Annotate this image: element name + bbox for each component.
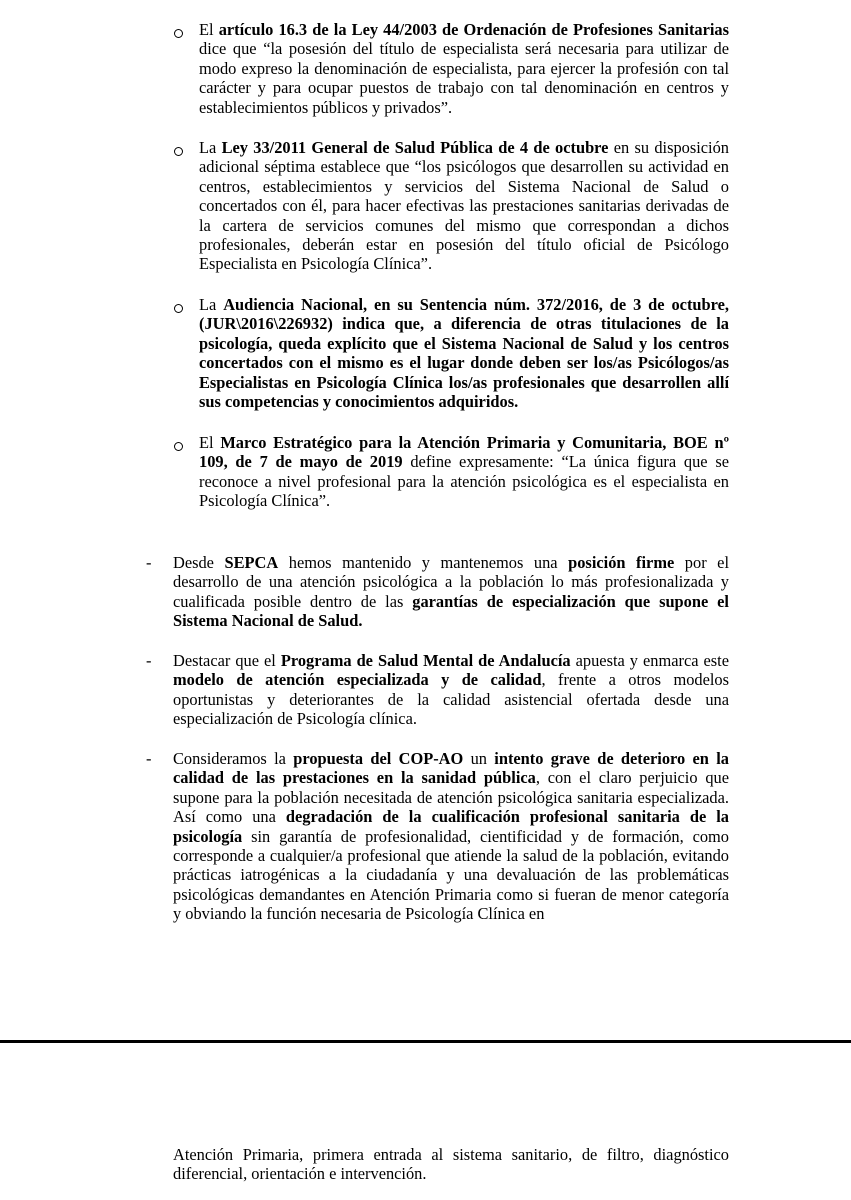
text-run: La [199, 295, 224, 314]
bold-text-run: modelo de atención especializada y de calidad [173, 670, 542, 690]
text-run: Destacar que el [173, 651, 281, 670]
main-item-programa-salud-mental [173, 651, 729, 729]
circle-bullet-icon [174, 304, 183, 313]
main-item-propuesta-cop-ao [173, 749, 729, 924]
text-run: Consideramos la [173, 749, 294, 768]
dash-bullet: - [146, 651, 152, 670]
dash-bullet: - [146, 553, 152, 572]
text-run: , frente a otros modelos oportunistas y deteriorantes de la calidad asistencial ofertada desde una especialización de Psicología clínica. [173, 670, 729, 729]
text-run: en su disposición adicional séptima establece que “los psicólogos que desarrollen su actividad en centros, establecimientos y servicios del Sistema Nacional de Salud o concertados con él, para hacer efectivas las prestaciones sanitarias derivadas de la cartera de servicios comunes del mismo que correspondan a dichos profesionales, deberán estar en posesión del título oficial de Psicólogo Especialista en Psicología Clínica”. [199, 138, 730, 274]
circle-bullet-icon [174, 29, 183, 38]
page-separator-line [0, 1040, 851, 1043]
text-run: El [199, 20, 219, 39]
bold-text-run: Audiencia Nacional, en su Sentencia núm. 372/2016, de 3 de octubre, (JUR\2016\226932) indica que, a diferencia de otras titulaciones de la psicología, queda explícito que el Sistema Nacional de Salud y los centros concertados con el mismo es el lugar donde deben ser los/as Psicólogos/as Especialistas en Psicología Clínica los/as profesionales que desarrollen allí sus competencias y conocimientos adquiridos. [199, 295, 729, 412]
circle-bullet-icon [174, 442, 183, 451]
bold-text-run: intento grave de deterioro en la calidad de las prestaciones en la sanidad pública [173, 749, 729, 788]
sub-item-ley-33-2011 [199, 138, 729, 274]
dash-bullet: - [146, 749, 152, 768]
main-item-sepca [173, 553, 729, 631]
text-run: apuesta y enmarca este [570, 651, 729, 670]
circle-bullet-icon [174, 147, 183, 156]
text-run: El [199, 433, 221, 452]
text-run: un [463, 749, 495, 768]
bold-text-run: Marco Estratégico para la Atención Primaria y Comunitaria, BOE nº 109, de 7 de mayo de 2019 [199, 433, 729, 472]
text-run: Desde [173, 553, 225, 572]
text-run: por el desarrollo de una atención psicológica a la población lo más profesionalizada y cualificada posible dentro de las [173, 553, 730, 611]
continuation-text: Atención Primaria, primera entrada al sistema sanitario, de filtro, diagnóstico diferencial, orientación e intervención. [173, 1145, 729, 1184]
bold-text-run: propuesta del COP-AO [293, 749, 464, 768]
sub-item-marco-estrategico [199, 433, 729, 511]
text-run: hemos mantenido y mantenemos una [278, 553, 569, 572]
bold-text-run: garantías de especialización que supone el Sistema Nacional de Salud. [173, 591, 729, 631]
bold-text-run: SEPCA [224, 553, 279, 572]
text-run: La [199, 138, 222, 157]
bold-text-run: posición firme [568, 553, 675, 572]
text-run: sin garantía de profesionalidad, cientificidad y de formación, como corresponde a cualquier/a profesional que atiende la salud de la población, evitando prácticas iatrogénicas a la ciudadanía y una devaluación de las problemáticas psicológicas demandantes en Atención Primaria como si fueran de menor categoría y obviando la función necesaria de Psicología Clínica en [173, 826, 729, 924]
bold-text-run: degradación de la cualificación profesional sanitaria de la psicología [173, 807, 729, 846]
text-run: define expresamente: “La única figura que se reconoce a nivel profesional para la atención psicológica es el especialista en Psicología Clínica”. [199, 452, 729, 511]
sub-item-audiencia-nacional [199, 295, 729, 411]
text-run: dice que “la posesión del título de especialista será necesaria para utilizar de modo expreso la denominación de especialista, para ejercer la profesión con tal carácter y para ocupar puestos de trabajo con tal denominación en centros y establecimientos públicos y privados”. [199, 39, 729, 117]
bold-text-run: Programa de Salud Mental de Andalucía [280, 651, 571, 670]
bold-text-run: Ley 33/2011 General de Salud Pública de 4 de octubre [221, 138, 609, 157]
text-run: , con el claro perjuicio que supone para la población necesitada de atención psicológica sanitaria especializada. Así como una [173, 768, 729, 827]
bold-text-run: artículo 16.3 de la Ley 44/2003 de Ordenación de Profesiones Sanitarias [218, 20, 729, 39]
sub-item-ley-44-2003 [199, 20, 729, 117]
